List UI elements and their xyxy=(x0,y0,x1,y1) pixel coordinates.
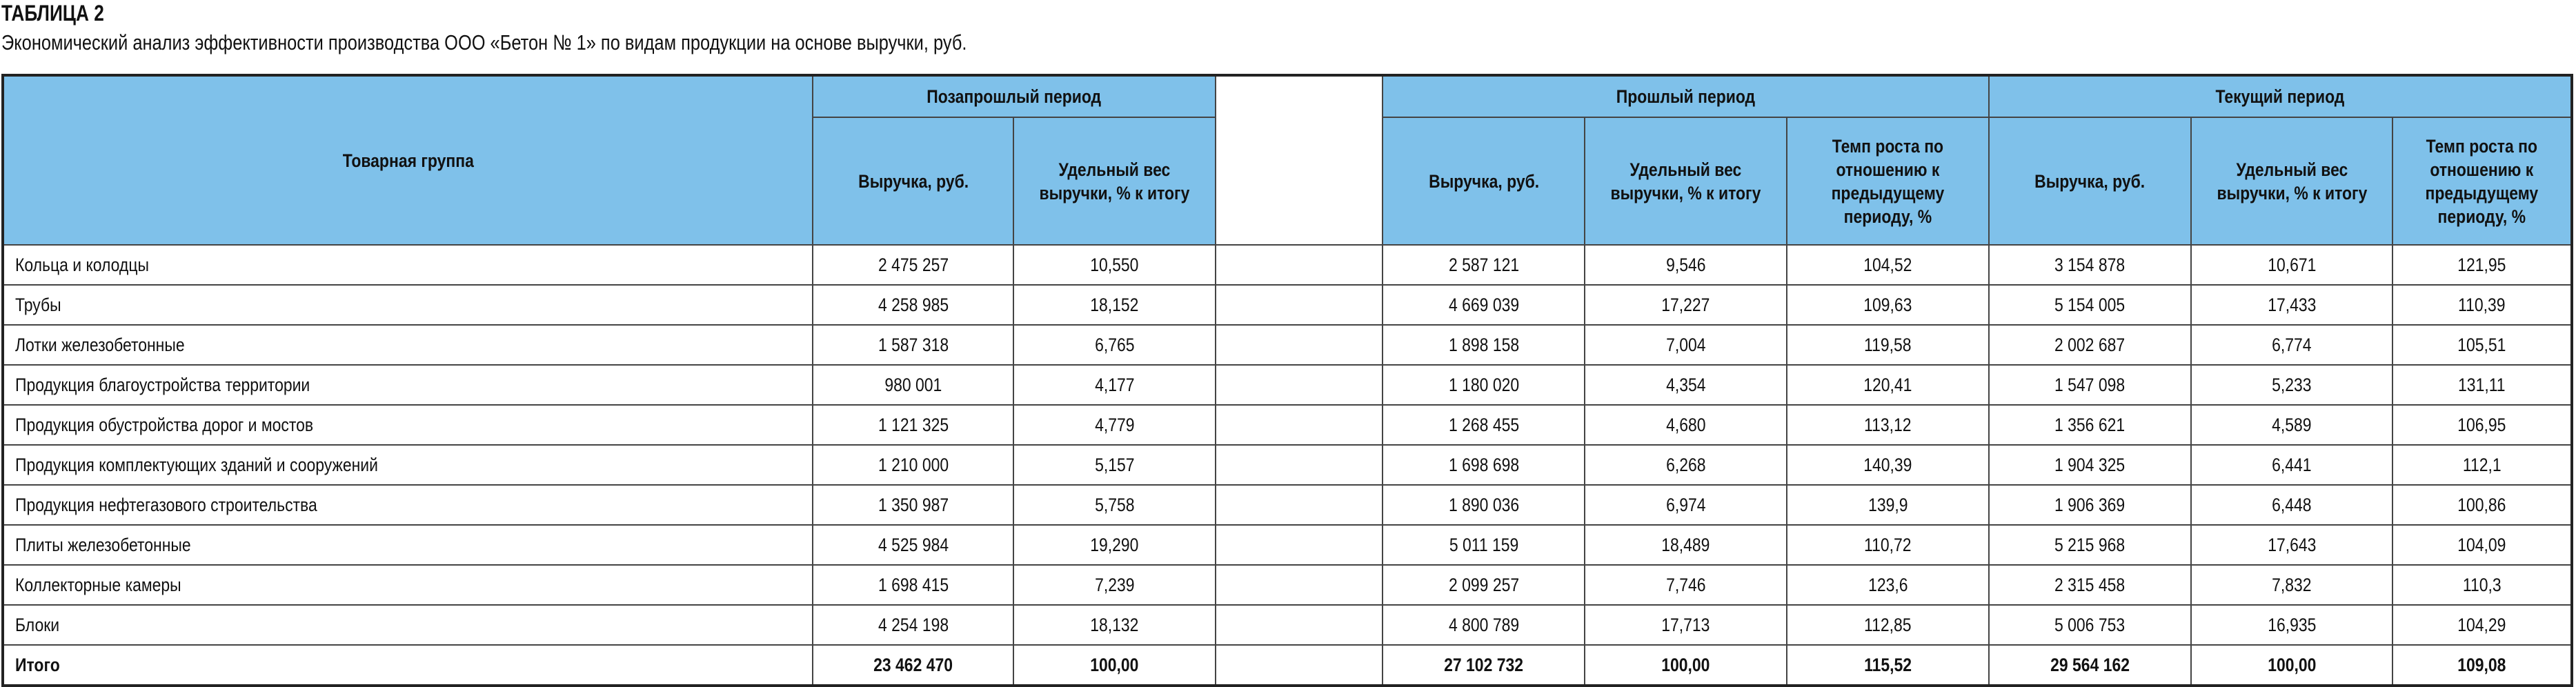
cell-revenue-current: 5 006 753 xyxy=(1989,605,2191,645)
cell-product-group: Итого xyxy=(3,645,813,686)
header-period-last: Прошлый период xyxy=(1383,75,1988,117)
cell-product-group: Плиты железобетонные xyxy=(3,525,813,565)
cell-share-current: 5,233 xyxy=(2191,365,2393,405)
cell-revenue-before-last: 1 350 987 xyxy=(813,485,1013,525)
cell-revenue-before-last: 1 698 415 xyxy=(813,565,1013,605)
table-row xyxy=(3,565,2572,605)
table-row xyxy=(3,405,2572,445)
cell-revenue-current: 2 315 458 xyxy=(1989,565,2191,605)
cell-revenue-last: 1 898 158 xyxy=(1383,325,1585,365)
cell-share-last: 17,713 xyxy=(1585,605,1787,645)
cell-revenue-last: 5 011 159 xyxy=(1383,525,1585,565)
cell-revenue-current: 1 356 621 xyxy=(1989,405,2191,445)
revenue-table xyxy=(1,74,2573,687)
cell-share-current: 6,774 xyxy=(2191,325,2393,365)
cell-revenue-last: 27 102 732 xyxy=(1383,645,1585,686)
cell-share-current: 6,441 xyxy=(2191,445,2393,485)
header-share-current: Удельный вес выручки, % к итогу xyxy=(2191,117,2393,245)
header-gap-column xyxy=(1216,75,1383,245)
cell-growth-last: 120,41 xyxy=(1787,365,1989,405)
cell-gap xyxy=(1216,245,1383,285)
cell-share-last: 18,489 xyxy=(1585,525,1787,565)
cell-share-before-last: 6,765 xyxy=(1013,325,1216,365)
header-growth-last: Темп роста по отношению к предыдущему периоду, % xyxy=(1787,117,1989,245)
cell-share-last: 9,546 xyxy=(1585,245,1787,285)
cell-revenue-current: 1 547 098 xyxy=(1989,365,2191,405)
cell-revenue-before-last: 1 121 325 xyxy=(813,405,1013,445)
cell-product-group: Продукция благоустройства территории xyxy=(3,365,813,405)
cell-revenue-current: 1 906 369 xyxy=(1989,485,2191,525)
cell-gap xyxy=(1216,605,1383,645)
cell-growth-last: 109,63 xyxy=(1787,285,1989,325)
cell-product-group: Продукция обустройства дорог и мостов xyxy=(3,405,813,445)
cell-growth-current: 110,39 xyxy=(2392,285,2572,325)
cell-share-before-last: 4,779 xyxy=(1013,405,1216,445)
cell-share-last: 7,746 xyxy=(1585,565,1787,605)
cell-share-last: 4,354 xyxy=(1585,365,1787,405)
cell-growth-last: 104,52 xyxy=(1787,245,1989,285)
header-period-current: Текущий период xyxy=(1989,75,2572,117)
cell-share-before-last: 5,157 xyxy=(1013,445,1216,485)
cell-share-last: 6,974 xyxy=(1585,485,1787,525)
table-caption: ТАБЛИЦА 2 xyxy=(1,1,104,26)
cell-growth-current: 110,3 xyxy=(2392,565,2572,605)
cell-share-last: 7,004 xyxy=(1585,325,1787,365)
cell-gap xyxy=(1216,365,1383,405)
cell-revenue-last: 1 268 455 xyxy=(1383,405,1585,445)
cell-growth-last: 139,9 xyxy=(1787,485,1989,525)
cell-share-current: 7,832 xyxy=(2191,565,2393,605)
cell-revenue-current: 5 154 005 xyxy=(1989,285,2191,325)
cell-growth-last: 123,6 xyxy=(1787,565,1989,605)
table-row xyxy=(3,485,2572,525)
cell-revenue-current: 5 215 968 xyxy=(1989,525,2191,565)
cell-revenue-last: 2 587 121 xyxy=(1383,245,1585,285)
cell-revenue-before-last: 1 587 318 xyxy=(813,325,1013,365)
cell-share-last: 100,00 xyxy=(1585,645,1787,686)
cell-gap xyxy=(1216,325,1383,365)
header-product-group: Товарная группа xyxy=(3,75,813,245)
cell-gap xyxy=(1216,445,1383,485)
cell-share-current: 16,935 xyxy=(2191,605,2393,645)
cell-revenue-before-last: 4 254 198 xyxy=(813,605,1013,645)
cell-gap xyxy=(1216,405,1383,445)
cell-product-group: Трубы xyxy=(3,285,813,325)
cell-growth-current: 104,09 xyxy=(2392,525,2572,565)
cell-gap xyxy=(1216,645,1383,686)
cell-growth-current: 105,51 xyxy=(2392,325,2572,365)
header-growth-current: Темп роста по отношению к предыдущему периоду, % xyxy=(2392,117,2572,245)
cell-share-current: 17,433 xyxy=(2191,285,2393,325)
cell-growth-last: 140,39 xyxy=(1787,445,1989,485)
cell-revenue-last: 4 669 039 xyxy=(1383,285,1585,325)
table-row xyxy=(3,605,2572,645)
cell-revenue-last: 1 890 036 xyxy=(1383,485,1585,525)
cell-share-last: 17,227 xyxy=(1585,285,1787,325)
header-revenue-current: Выручка, руб. xyxy=(1989,117,2191,245)
cell-revenue-before-last: 4 525 984 xyxy=(813,525,1013,565)
cell-growth-last: 119,58 xyxy=(1787,325,1989,365)
cell-gap xyxy=(1216,565,1383,605)
cell-share-current: 10,671 xyxy=(2191,245,2393,285)
table-total-row xyxy=(3,645,2572,686)
cell-growth-last: 113,12 xyxy=(1787,405,1989,445)
cell-product-group: Продукция комплектующих зданий и сооружений xyxy=(3,445,813,485)
cell-share-before-last: 10,550 xyxy=(1013,245,1216,285)
cell-growth-current: 121,95 xyxy=(2392,245,2572,285)
cell-product-group: Блоки xyxy=(3,605,813,645)
cell-share-before-last: 4,177 xyxy=(1013,365,1216,405)
cell-product-group: Коллекторные камеры xyxy=(3,565,813,605)
cell-growth-last: 115,52 xyxy=(1787,645,1989,686)
cell-revenue-before-last: 23 462 470 xyxy=(813,645,1013,686)
cell-revenue-before-last: 980 001 xyxy=(813,365,1013,405)
cell-growth-last: 112,85 xyxy=(1787,605,1989,645)
cell-gap xyxy=(1216,485,1383,525)
table-row xyxy=(3,245,2572,285)
header-revenue-last: Выручка, руб. xyxy=(1383,117,1585,245)
document-heading xyxy=(1,0,1179,57)
cell-share-last: 4,680 xyxy=(1585,405,1787,445)
cell-share-current: 6,448 xyxy=(2191,485,2393,525)
cell-revenue-last: 1 180 020 xyxy=(1383,365,1585,405)
table-row xyxy=(3,325,2572,365)
cell-revenue-last: 2 099 257 xyxy=(1383,565,1585,605)
cell-growth-current: 104,29 xyxy=(2392,605,2572,645)
header-share-last: Удельный вес выручки, % к итогу xyxy=(1585,117,1787,245)
cell-product-group: Продукция нефтегазового строительства xyxy=(3,485,813,525)
header-share-before-last: Удельный вес выручки, % к итогу xyxy=(1013,117,1216,245)
cell-growth-current: 131,11 xyxy=(2392,365,2572,405)
header-period-before-last: Позапрошлый период xyxy=(813,75,1216,117)
table-row xyxy=(3,525,2572,565)
cell-revenue-before-last: 1 210 000 xyxy=(813,445,1013,485)
cell-growth-current: 112,1 xyxy=(2392,445,2572,485)
cell-share-before-last: 19,290 xyxy=(1013,525,1216,565)
cell-growth-last: 110,72 xyxy=(1787,525,1989,565)
cell-share-current: 100,00 xyxy=(2191,645,2393,686)
table-row xyxy=(3,365,2572,405)
cell-revenue-current: 29 564 162 xyxy=(1989,645,2191,686)
cell-revenue-last: 1 698 698 xyxy=(1383,445,1585,485)
cell-product-group: Кольца и колодцы xyxy=(3,245,813,285)
cell-revenue-before-last: 4 258 985 xyxy=(813,285,1013,325)
cell-share-current: 4,589 xyxy=(2191,405,2393,445)
cell-share-before-last: 18,152 xyxy=(1013,285,1216,325)
cell-growth-current: 109,08 xyxy=(2392,645,2572,686)
cell-revenue-current: 1 904 325 xyxy=(1989,445,2191,485)
cell-growth-current: 100,86 xyxy=(2392,485,2572,525)
table-row xyxy=(3,285,2572,325)
cell-gap xyxy=(1216,525,1383,565)
cell-share-before-last: 18,132 xyxy=(1013,605,1216,645)
header-revenue-before-last: Выручка, руб. xyxy=(813,117,1013,245)
cell-share-before-last: 5,758 xyxy=(1013,485,1216,525)
table-body xyxy=(3,245,2572,686)
cell-revenue-last: 4 800 789 xyxy=(1383,605,1585,645)
cell-share-current: 17,643 xyxy=(2191,525,2393,565)
table-row xyxy=(3,445,2572,485)
table-title: Экономический анализ эффективности производства ООО «Бетон № 1» по видам продукции на основе выручки, руб. xyxy=(1,30,967,54)
cell-revenue-current: 2 002 687 xyxy=(1989,325,2191,365)
cell-product-group: Лотки железобетонные xyxy=(3,325,813,365)
cell-revenue-before-last: 2 475 257 xyxy=(813,245,1013,285)
cell-growth-current: 106,95 xyxy=(2392,405,2572,445)
cell-revenue-current: 3 154 878 xyxy=(1989,245,2191,285)
cell-gap xyxy=(1216,285,1383,325)
cell-share-before-last: 7,239 xyxy=(1013,565,1216,605)
cell-share-last: 6,268 xyxy=(1585,445,1787,485)
cell-share-before-last: 100,00 xyxy=(1013,645,1216,686)
